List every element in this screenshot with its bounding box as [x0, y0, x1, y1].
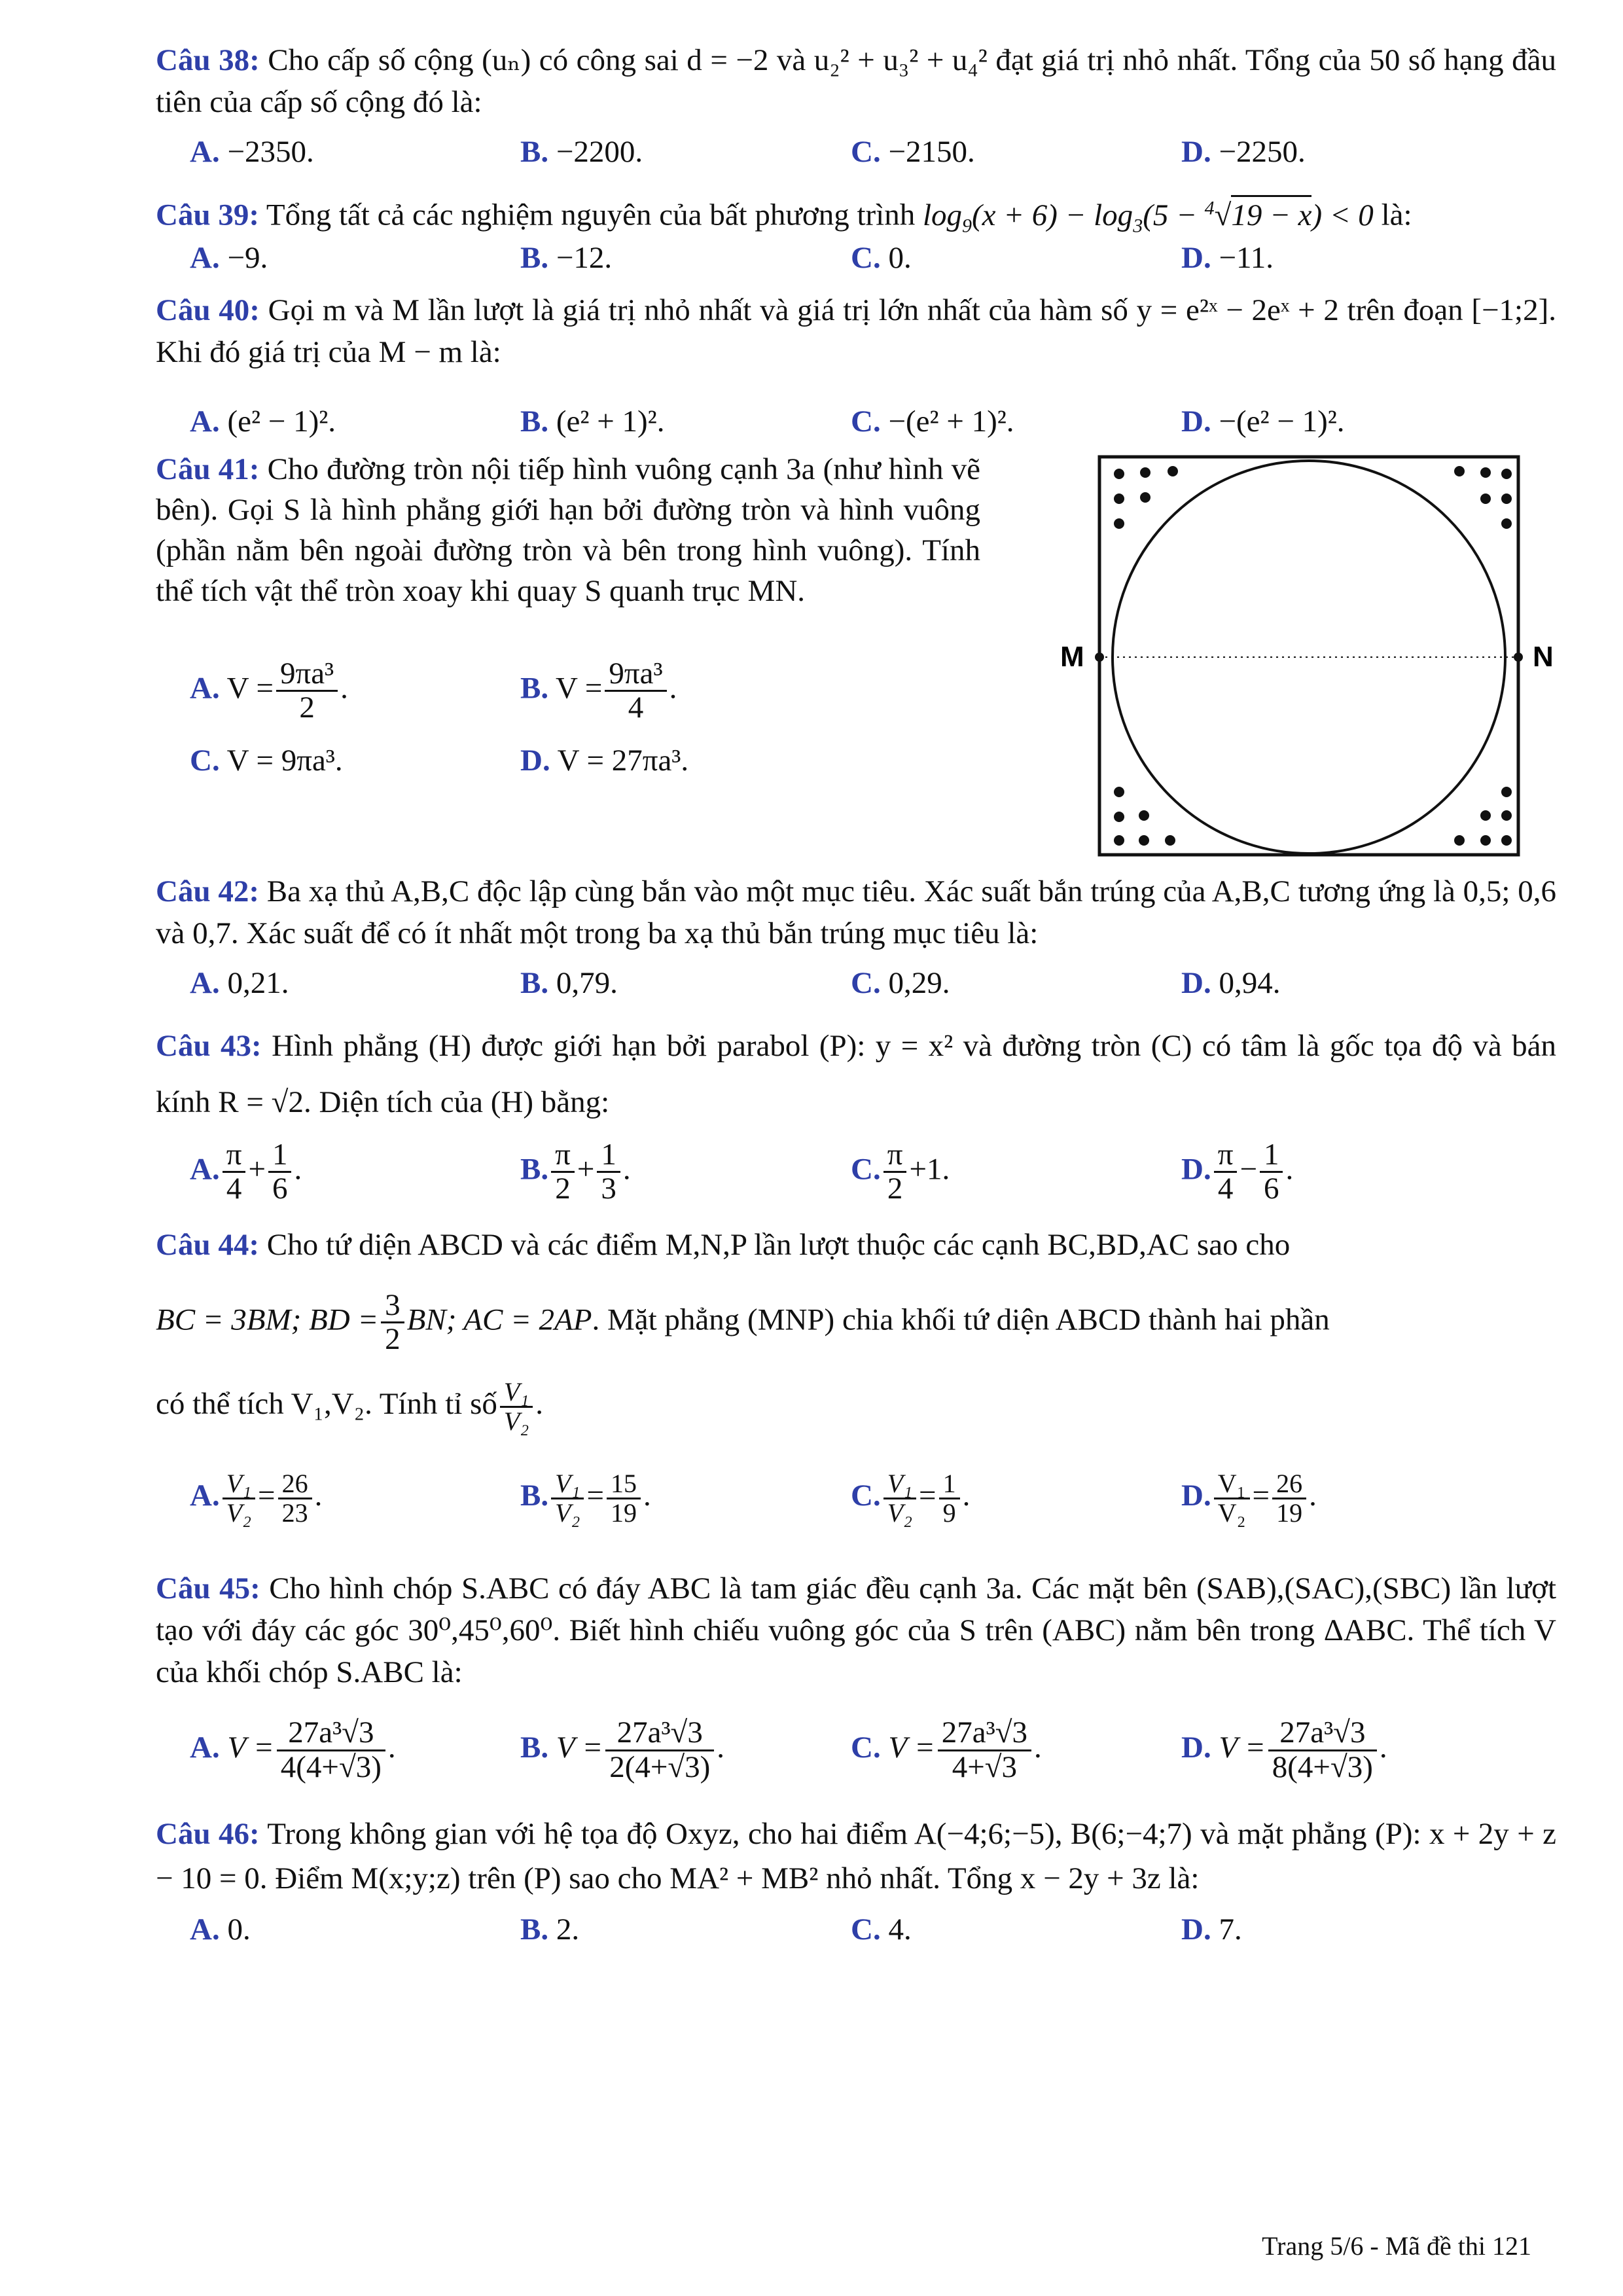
answer-a[interactable]: A. (e² − 1)².: [190, 404, 336, 439]
answer-c[interactable]: C. V = 9πa³.: [190, 744, 343, 778]
question-text: Hình phẳng (H) được giới hạn bởi parabol (P): y = x² và đường tròn (C) có tâm là gốc tọa độ và bán kính R = √2. Diện tích của (H) bằng:: [156, 1029, 1557, 1119]
inequality: $\log_9(x + 6) - \log_3(5 - ^4√19 - x) < 0$: [923, 198, 1374, 232]
question-39: Câu 39: Tổng tất cả các nghiệm nguyên của bất phương trình $\log_9(x + 6) - \log_3(5 - ^4√19 - x) < 0$ là:: [156, 187, 1556, 247]
question-text: Cho hình chóp S.ABC có đáy ABC là tam giác đều cạnh 3a. Các mặt bên (SAB),(SAC),(SBC) lần lượt tạo với đáy các góc 30⁰,45⁰,60⁰. Biết hình chiếu vuông góc của S trên (ABC) nằm bên trong ΔABC. Thể tích V của khối chóp S.ABC là:: [156, 1571, 1556, 1689]
answer-c[interactable]: C. 0.: [851, 241, 912, 275]
question-44-ratio: có thể tích V₁,V₂. Tính tỉ số $\frac{\text{V₁}}{\text{V₂}}$ .: [156, 1376, 543, 1436]
question-44: [156, 1224, 1556, 1266]
answer-b[interactable]: B. $\frac{\text{V₁}}{\text{V₂}}$ = $\frac{15}{19}$ .: [520, 1468, 651, 1528]
answer-b[interactable]: B. V = $\frac{\text{9πa³}}{4}$ .: [520, 656, 677, 725]
answer-a[interactable]: A. V = $\frac{\text{9πa³}}{2}$ .: [190, 656, 348, 725]
question-label: Câu 43:: [156, 1029, 262, 1063]
question-label: Câu 46:: [156, 1817, 260, 1851]
answer-d[interactable]: D. −(e² − 1)².: [1181, 404, 1345, 439]
answer-b[interactable]: B. 0,79.: [520, 966, 618, 1000]
answer-c[interactable]: C. −(e² + 1)².: [851, 404, 1014, 439]
label-m: M: [1060, 641, 1084, 673]
question-43: [156, 1018, 1556, 1130]
point-n: [1514, 653, 1523, 662]
answer-a[interactable]: A. $\frac{\text{V₁}}{\text{V₂}}$ = $\frac{26}{23}$ .: [190, 1468, 323, 1528]
question-40: [156, 289, 1556, 373]
question-44-relations: BC = 3BM; BD = $\frac{3}{2}$ BN; AC = 2AP. Mặt phẳng (MNP) chia khối tứ diện ABCD thành hai phần: [156, 1288, 1330, 1357]
question-label: Câu 40:: [156, 293, 260, 327]
label-n: N: [1533, 641, 1554, 673]
answer-b[interactable]: B. −2200.: [520, 135, 643, 169]
answer-d[interactable]: D. $\frac{\pi}{4}$ − $\frac{1}{6}$ .: [1181, 1138, 1294, 1206]
answer-c[interactable]: C. 4.: [851, 1912, 912, 1946]
question-text: Tổng tất cả các nghiệm nguyên của bất phương trình: [266, 198, 916, 232]
answer-a[interactable]: A. −9.: [190, 241, 268, 275]
answer-c[interactable]: C. V = $\frac{\text{27a³√3}}{4+√3}$ .: [851, 1715, 1042, 1784]
answer-c[interactable]: C. $\frac{\pi}{2}$ +1.: [851, 1138, 950, 1206]
answer-a[interactable]: A. 0,21.: [190, 966, 289, 1000]
question-42: [156, 870, 1556, 954]
question-label: Câu 44:: [156, 1228, 259, 1262]
answer-b[interactable]: B. V = $\frac{\text{27a³√3}}{2(4+√3)}$ .: [520, 1715, 725, 1784]
answer-d[interactable]: D. $\frac{\text{V₁}}{\text{V₂}}$ = $\frac{26}{19}$ .: [1181, 1468, 1317, 1528]
answer-b[interactable]: B. 2.: [520, 1912, 580, 1946]
answer-b[interactable]: B. −12.: [520, 241, 613, 275]
question-text: Cho tứ diện ABCD và các điểm M,N,P lần lượt thuộc các cạnh BC,BD,AC sao cho: [266, 1228, 1291, 1262]
question-label: Câu 42:: [156, 874, 259, 908]
question-text: Cho đường tròn nội tiếp hình vuông cạnh 3a (như hình vẽ bên). Gọi S là hình phẳng giới hạn bởi đường tròn và hình vuông (phần nằm bên ngoài đường tròn và bên trong hình vuông). Tính thể tích vật thể tròn xoay khi quay S quanh trục MN.: [156, 452, 981, 608]
answer-d[interactable]: D. 0,94.: [1181, 966, 1281, 1000]
question-text: Ba xạ thủ A,B,C độc lập cùng bắn vào một mục tiêu. Xác suất bắn trúng của A,B,C tương ứng là 0,5; 0,6 và 0,7. Xác suất để có ít nhất một trong ba xạ thủ bắn trúng mục tiêu là:: [156, 874, 1556, 950]
question-label: Câu 41:: [156, 452, 260, 486]
answer-a[interactable]: A. $\frac{\pi}{4}$ + $\frac{1}{6}$ .: [190, 1138, 302, 1206]
answer-d[interactable]: D. 7.: [1181, 1912, 1242, 1946]
question-41: [156, 449, 980, 611]
question-text: Trong không gian với hệ tọa độ Oxyz, cho hai điểm A(−4;6;−5), B(6;−4;7) và mặt phẳng (P): x + 2y + z − 10 = 0. Điểm M(x;y;z) trên (P) sao cho MA² + MB² nhỏ nhất. Tổng x − 2y + 3z là:: [156, 1817, 1556, 1895]
answer-b[interactable]: B. (e² + 1)².: [520, 404, 665, 439]
answer-a[interactable]: A. −2350.: [190, 135, 314, 169]
question-text: Gọi m và M lần lượt là giá trị nhỏ nhất và giá trị lớn nhất của hàm số y = e²ˣ − 2eˣ + 2 trên đoạn [−1;2]. Khi đó giá trị của M − m là:: [156, 293, 1557, 369]
answer-d[interactable]: D. −2250.: [1181, 135, 1306, 169]
question-label: Câu 45:: [156, 1571, 260, 1605]
question-46: [156, 1812, 1556, 1901]
square: [1099, 457, 1518, 855]
answer-c[interactable]: C. $\frac{\text{V₁}}{\text{V₂}}$ = $\frac{1}{9}$ .: [851, 1468, 971, 1528]
question-label: Câu 38:: [156, 43, 260, 77]
answer-d[interactable]: D. V = 27πa³.: [520, 744, 689, 778]
question-text: Cho cấp số cộng (uₙ) có công sai d = −2 và u₂² + u₃² + u₄² đạt giá trị nhỏ nhất. Tổng của 50 số hạng đầu tiên của cấp số cộng đó là:: [156, 43, 1556, 119]
question-38: [156, 39, 1556, 123]
answer-a[interactable]: A. 0.: [190, 1912, 251, 1946]
question-label: Câu 39:: [156, 198, 259, 232]
answer-c[interactable]: C. 0,29.: [851, 966, 950, 1000]
question-45: [156, 1568, 1556, 1693]
answer-a[interactable]: A. V = $\frac{\text{27a³√3}}{4(4+√3)}$ .: [190, 1715, 396, 1784]
circle-in-square-figure: [1060, 452, 1558, 864]
answer-c[interactable]: C. −2150.: [851, 135, 975, 169]
page-footer: Trang 5/6 - Mã đề thi 121: [1262, 2231, 1531, 2261]
answer-d[interactable]: D. −11.: [1181, 241, 1274, 275]
answer-b[interactable]: B. $\frac{\pi}{2}$ + $\frac{1}{3}$ .: [520, 1138, 631, 1206]
point-m: [1095, 653, 1104, 662]
answer-d[interactable]: D. V = $\frac{\text{27a³√3}}{8(4+√3)}$ .: [1181, 1715, 1387, 1784]
